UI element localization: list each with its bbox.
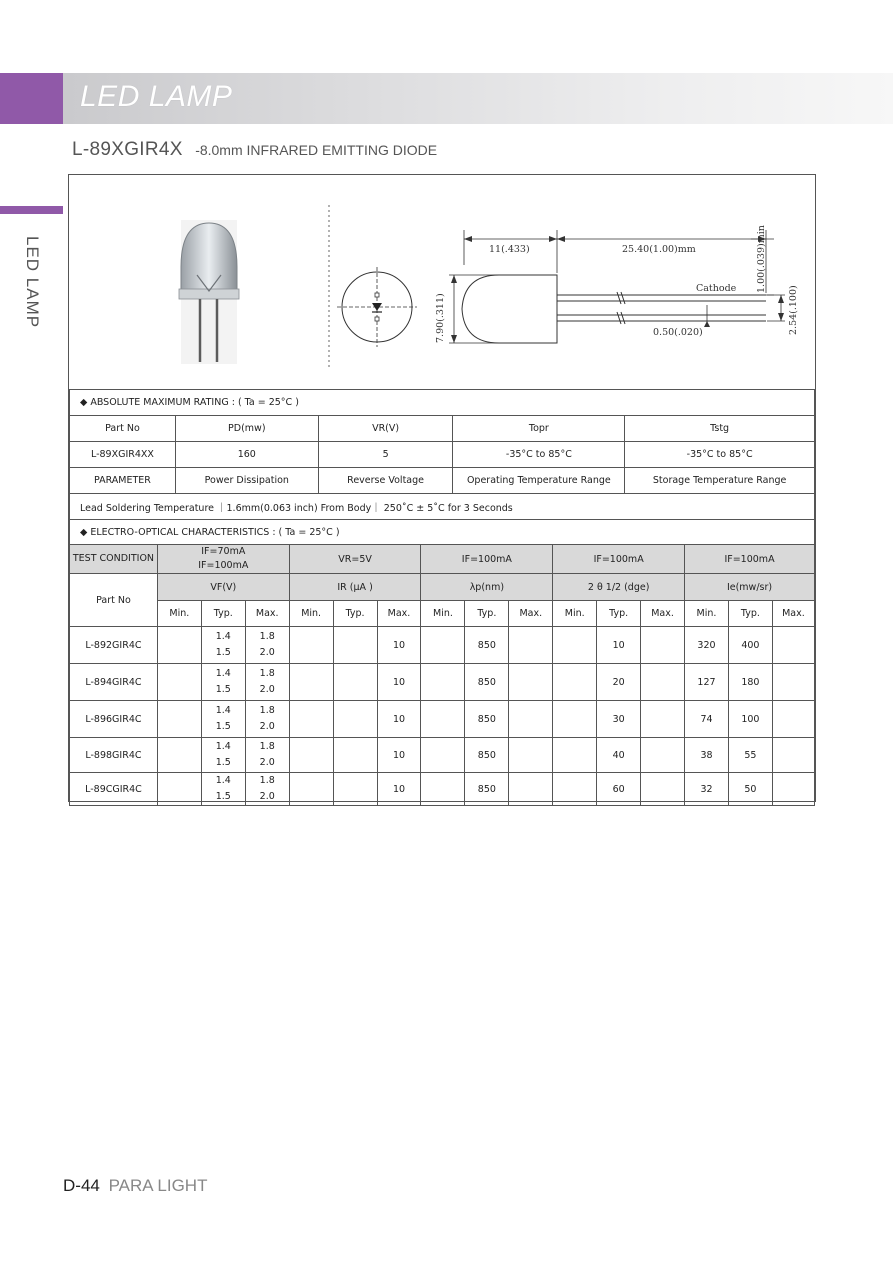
vf-max-1: 1.8 — [259, 668, 275, 679]
vf-param: VF(V) — [157, 574, 289, 601]
empty-cell — [333, 773, 377, 806]
empty-cell — [641, 773, 685, 806]
eo-condition-row — [70, 545, 815, 574]
sub-typ: Typ. — [465, 601, 509, 627]
abs-max-header-row — [70, 416, 815, 442]
ir-max: 10 — [377, 773, 421, 806]
cathode-label: Cathode — [696, 283, 737, 294]
ir-max: 10 — [377, 738, 421, 773]
led-photo — [179, 220, 239, 364]
abs-max-title-row — [70, 390, 815, 416]
header-accent-bar — [0, 73, 63, 124]
sub-min: Min. — [553, 601, 597, 627]
vf-max — [245, 738, 289, 773]
empty-cell — [772, 738, 814, 773]
empty-cell — [553, 627, 597, 664]
sub-max: Max. — [641, 601, 685, 627]
eo-title-text: ELECTRO-OPTICAL CHARACTERISTICS : ( Ta = 25°C ) — [90, 527, 340, 538]
vf-max-1: 1.8 — [259, 741, 275, 752]
empty-cell — [421, 664, 465, 701]
vf-typ — [201, 627, 245, 664]
datasheet-box — [68, 174, 816, 802]
empty-cell — [157, 773, 201, 806]
empty-cell — [553, 701, 597, 738]
vf-max-2: 2.0 — [259, 721, 275, 732]
sub-min: Min. — [157, 601, 201, 627]
empty-cell — [641, 664, 685, 701]
vf-typ-1: 1.4 — [215, 741, 231, 752]
ir-param: IR (μA ) — [289, 574, 421, 601]
abs-max-title-text: ABSOLUTE MAXIMUM RATING : ( Ta = 25°C ) — [90, 397, 299, 408]
empty-cell — [421, 738, 465, 773]
eo-title: ◆ ELECTRO-OPTICAL CHARACTERISTICS : ( Ta = 25°C ) — [70, 520, 815, 546]
lp-typ: 850 — [465, 701, 509, 738]
row-part: L-898GIR4C — [70, 738, 158, 773]
abs-header-cell: PD(mw) — [175, 416, 318, 442]
side-label: LED LAMP — [23, 236, 42, 329]
empty-cell — [289, 701, 333, 738]
empty-cell — [333, 664, 377, 701]
empty-cell — [157, 738, 201, 773]
vf-typ-2: 1.5 — [215, 721, 231, 732]
abs-header-cell: Topr — [453, 416, 625, 442]
ir-max: 10 — [377, 664, 421, 701]
page-number: D-44 — [63, 1176, 100, 1195]
row-part: L-892GIR4C — [70, 627, 158, 664]
lp-typ: 850 — [465, 627, 509, 664]
ie-min: 127 — [685, 664, 729, 701]
vf-max-2: 2.0 — [259, 757, 275, 768]
sub-max: Max. — [377, 601, 421, 627]
absolute-max-table — [69, 389, 815, 546]
empty-cell — [772, 627, 814, 664]
ie-min: 320 — [685, 627, 729, 664]
vf-typ-2: 1.5 — [215, 684, 231, 695]
sub-min: Min. — [685, 601, 729, 627]
sub-max: Max. — [245, 601, 289, 627]
empty-cell — [509, 701, 553, 738]
empty-cell — [157, 664, 201, 701]
ie-typ: 100 — [728, 701, 772, 738]
brand-name: PARA LIGHT — [108, 1176, 208, 1195]
lp-typ: 850 — [465, 738, 509, 773]
vf-max-1: 1.8 — [259, 705, 275, 716]
sub-min: Min. — [289, 601, 333, 627]
led-drawing — [69, 175, 815, 390]
ie-typ: 180 — [728, 664, 772, 701]
vf-typ-1: 1.4 — [215, 668, 231, 679]
page-title: LED LAMP — [80, 80, 233, 113]
eo-part-no-label: Part No — [70, 574, 158, 627]
ie-typ: 55 — [728, 738, 772, 773]
lp-param: λp(nm) — [421, 574, 553, 601]
abs-value-cell: 160 — [175, 442, 318, 468]
angle-typ: 20 — [597, 664, 641, 701]
empty-cell — [553, 664, 597, 701]
product-figure — [69, 175, 815, 390]
dim-min: 1.00(.039)min — [756, 225, 767, 293]
table-row — [70, 664, 815, 701]
lp-typ: 850 — [465, 664, 509, 701]
row-part: L-89CGIR4C — [70, 773, 158, 806]
angle-typ: 40 — [597, 738, 641, 773]
product-part-number: L-89XGIR4X — [72, 139, 183, 160]
vf-typ-2: 1.5 — [215, 757, 231, 768]
empty-cell — [421, 773, 465, 806]
abs-param-cell: PARAMETER — [70, 468, 176, 494]
sub-typ: Typ. — [597, 601, 641, 627]
empty-cell — [289, 738, 333, 773]
empty-cell — [509, 627, 553, 664]
abs-value-cell: L-89XGIR4XX — [70, 442, 176, 468]
vf-max-1: 1.8 — [259, 631, 275, 642]
lp-condition: IF=100mA — [421, 545, 553, 574]
ir-max: 10 — [377, 627, 421, 664]
vf-max-1: 1.8 — [259, 775, 275, 786]
solder-note: Lead Soldering Temperature ｜1.6mm(0.063 inch) From Body｜ 250˚C ± 5˚C for 3 Seconds — [70, 494, 815, 520]
empty-cell — [641, 627, 685, 664]
angle-param: 2 θ 1/2 (dge) — [553, 574, 685, 601]
vf-typ — [201, 773, 245, 806]
vf-typ — [201, 664, 245, 701]
vf-typ-1: 1.4 — [215, 705, 231, 716]
vf-max-2: 2.0 — [259, 791, 275, 802]
angle-typ: 60 — [597, 773, 641, 806]
dim-pitch: 2.54(.100) — [788, 285, 799, 335]
dim-body-length: 11(.433) — [489, 244, 530, 255]
empty-cell — [772, 664, 814, 701]
ie-min: 32 — [685, 773, 729, 806]
abs-value-cell: 5 — [318, 442, 453, 468]
empty-cell — [509, 773, 553, 806]
test-condition-label: TEST CONDITION — [70, 545, 158, 574]
vf-typ — [201, 738, 245, 773]
ie-param: Ie(mw/sr) — [685, 574, 815, 601]
abs-param-cell: Operating Temperature Range — [453, 468, 625, 494]
eo-param-row — [70, 574, 815, 601]
vf-typ — [201, 701, 245, 738]
abs-header-cell: VR(V) — [318, 416, 453, 442]
vf-max — [245, 627, 289, 664]
lp-typ: 850 — [465, 773, 509, 806]
angle-condition: IF=100mA — [553, 545, 685, 574]
empty-cell — [333, 738, 377, 773]
ie-condition: IF=100mA — [685, 545, 815, 574]
empty-cell — [289, 773, 333, 806]
empty-cell — [641, 701, 685, 738]
vf-condition-2: IF=100mA — [198, 560, 249, 571]
abs-param-cell: Power Dissipation — [175, 468, 318, 494]
sub-max: Max. — [772, 601, 814, 627]
vf-max — [245, 701, 289, 738]
vf-typ-2: 1.5 — [215, 647, 231, 658]
table-row — [70, 701, 815, 738]
empty-cell — [509, 738, 553, 773]
empty-cell — [421, 701, 465, 738]
empty-cell — [157, 627, 201, 664]
abs-value-cell: -35°C to 85°C — [453, 442, 625, 468]
sub-max: Max. — [509, 601, 553, 627]
empty-cell — [553, 773, 597, 806]
page-footer — [63, 1176, 207, 1196]
empty-cell — [289, 627, 333, 664]
empty-cell — [509, 664, 553, 701]
solder-note-row — [70, 494, 815, 520]
dim-lead-length: 25.40(1.00)mm — [622, 244, 696, 255]
ir-condition: VR=5V — [289, 545, 421, 574]
product-subtitle — [72, 139, 437, 161]
row-part: L-894GIR4C — [70, 664, 158, 701]
empty-cell — [289, 664, 333, 701]
side-accent-bar — [0, 206, 63, 214]
empty-cell — [772, 773, 814, 806]
ie-typ: 400 — [728, 627, 772, 664]
dim-diameter: 7.90(.311) — [435, 293, 446, 343]
abs-param-cell: Reverse Voltage — [318, 468, 453, 494]
eo-title-row — [70, 520, 815, 546]
vf-max — [245, 664, 289, 701]
table-row — [70, 738, 815, 773]
ie-min: 38 — [685, 738, 729, 773]
table-row — [70, 773, 815, 806]
vf-typ-1: 1.4 — [215, 775, 231, 786]
sub-typ: Typ. — [333, 601, 377, 627]
empty-cell — [553, 738, 597, 773]
empty-cell — [641, 738, 685, 773]
abs-max-title: ◆ ABSOLUTE MAXIMUM RATING : ( Ta = 25°C ) — [70, 390, 815, 416]
row-part: L-896GIR4C — [70, 701, 158, 738]
sub-min: Min. — [421, 601, 465, 627]
vf-max — [245, 773, 289, 806]
vf-max-2: 2.0 — [259, 684, 275, 695]
empty-cell — [421, 627, 465, 664]
vf-condition-1: IF=70mA — [201, 546, 246, 557]
product-description: -8.0mm INFRARED EMITTING DIODE — [195, 142, 438, 158]
vf-condition — [157, 545, 289, 574]
angle-typ: 10 — [597, 627, 641, 664]
ir-max: 10 — [377, 701, 421, 738]
vf-max-2: 2.0 — [259, 647, 275, 658]
ie-min: 74 — [685, 701, 729, 738]
abs-max-value-row — [70, 442, 815, 468]
led-bottom-view — [337, 267, 417, 347]
abs-header-cell: Tstg — [625, 416, 815, 442]
dim-lead-width: 0.50(.020) — [653, 327, 703, 338]
vf-typ-1: 1.4 — [215, 631, 231, 642]
empty-cell — [333, 627, 377, 664]
abs-value-cell: -35°C to 85°C — [625, 442, 815, 468]
sub-typ: Typ. — [728, 601, 772, 627]
electro-optical-table — [69, 544, 815, 806]
empty-cell — [157, 701, 201, 738]
vf-typ-2: 1.5 — [215, 791, 231, 802]
angle-typ: 30 — [597, 701, 641, 738]
abs-param-cell: Storage Temperature Range — [625, 468, 815, 494]
sub-typ: Typ. — [201, 601, 245, 627]
eo-sub-header-row — [70, 601, 815, 627]
empty-cell — [333, 701, 377, 738]
abs-header-cell: Part No — [70, 416, 176, 442]
abs-max-param-row — [70, 468, 815, 494]
empty-cell — [772, 701, 814, 738]
table-row — [70, 627, 815, 664]
ie-typ: 50 — [728, 773, 772, 806]
